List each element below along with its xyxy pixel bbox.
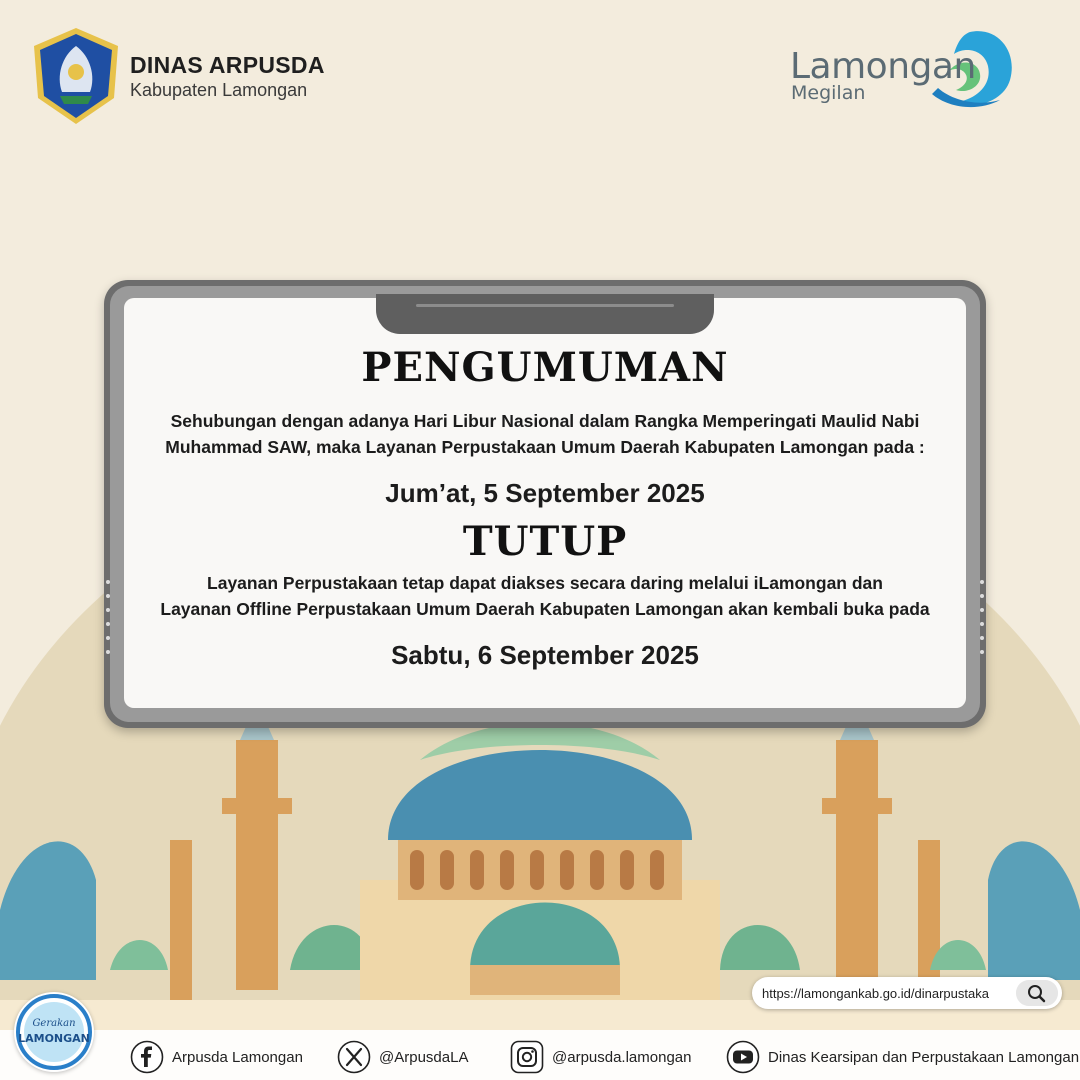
announcement-intro (124, 408, 966, 460)
agency-subtitle: Kabupaten Lamongan (130, 79, 308, 100)
info-line-1: Layanan Perpustakaan tetap dapat diakses secara daring melalui iLamongan dan (207, 573, 883, 593)
instagram-label[interactable]: @arpusda.lamongan (552, 1048, 692, 1066)
side-dots-right (980, 580, 986, 664)
agency-header (30, 26, 325, 126)
website-url-bar[interactable] (752, 977, 1062, 1009)
lamongan-brand-logo (790, 24, 1030, 114)
instagram-link[interactable] (510, 1040, 691, 1074)
closed-status: TUTUP (462, 518, 628, 565)
youtube-icon[interactable] (726, 1040, 760, 1074)
badge-text-2: LAMONGAN (18, 1032, 90, 1045)
brand-tagline: Megilan (791, 82, 866, 104)
info-line-2: Layanan Offline Perpustakaan Umum Daerah Kabupaten Lamongan akan kembali buka pada (160, 599, 930, 619)
facebook-icon[interactable] (130, 1040, 164, 1074)
tablet-frame (104, 280, 986, 728)
search-icon[interactable] (1016, 980, 1058, 1006)
agency-name: DINAS ARPUSDA (130, 51, 325, 78)
closed-date: Jum’at, 5 September 2025 (385, 478, 705, 508)
x-link[interactable] (337, 1040, 468, 1074)
instagram-icon[interactable] (510, 1040, 544, 1074)
x-label[interactable]: @ArpusdaLA (379, 1048, 469, 1066)
website-url[interactable]: https://lamongankab.go.id/dinarpustaka (762, 985, 989, 1001)
badge-text-1: Gerakan (32, 1018, 76, 1029)
tablet-notch (376, 294, 714, 334)
gerakan-lamongan-badge (14, 992, 94, 1072)
facebook-link[interactable] (130, 1040, 303, 1074)
youtube-link[interactable] (726, 1040, 1079, 1074)
lamongan-crest-icon (30, 26, 122, 126)
reopen-date: Sabtu, 6 September 2025 (391, 640, 699, 670)
announcement-title: PENGUMUMAN (361, 344, 729, 391)
facebook-label[interactable]: Arpusda Lamongan (172, 1048, 303, 1066)
side-dots-left (106, 580, 112, 664)
intro-line-2: Muhammad SAW, maka Layanan Perpustakaan Umum Daerah Kabupaten Lamongan pada : (165, 437, 925, 457)
youtube-label[interactable]: Dinas Kearsipan dan Perpustakaan Lamongan (768, 1048, 1080, 1066)
announcement-info (124, 570, 966, 622)
brand-name: Lamongan (790, 46, 976, 87)
x-icon[interactable] (337, 1040, 371, 1074)
intro-line-1: Sehubungan dengan adanya Hari Libur Nasional dalam Rangka Memperingati Maulid Nabi (170, 411, 920, 431)
